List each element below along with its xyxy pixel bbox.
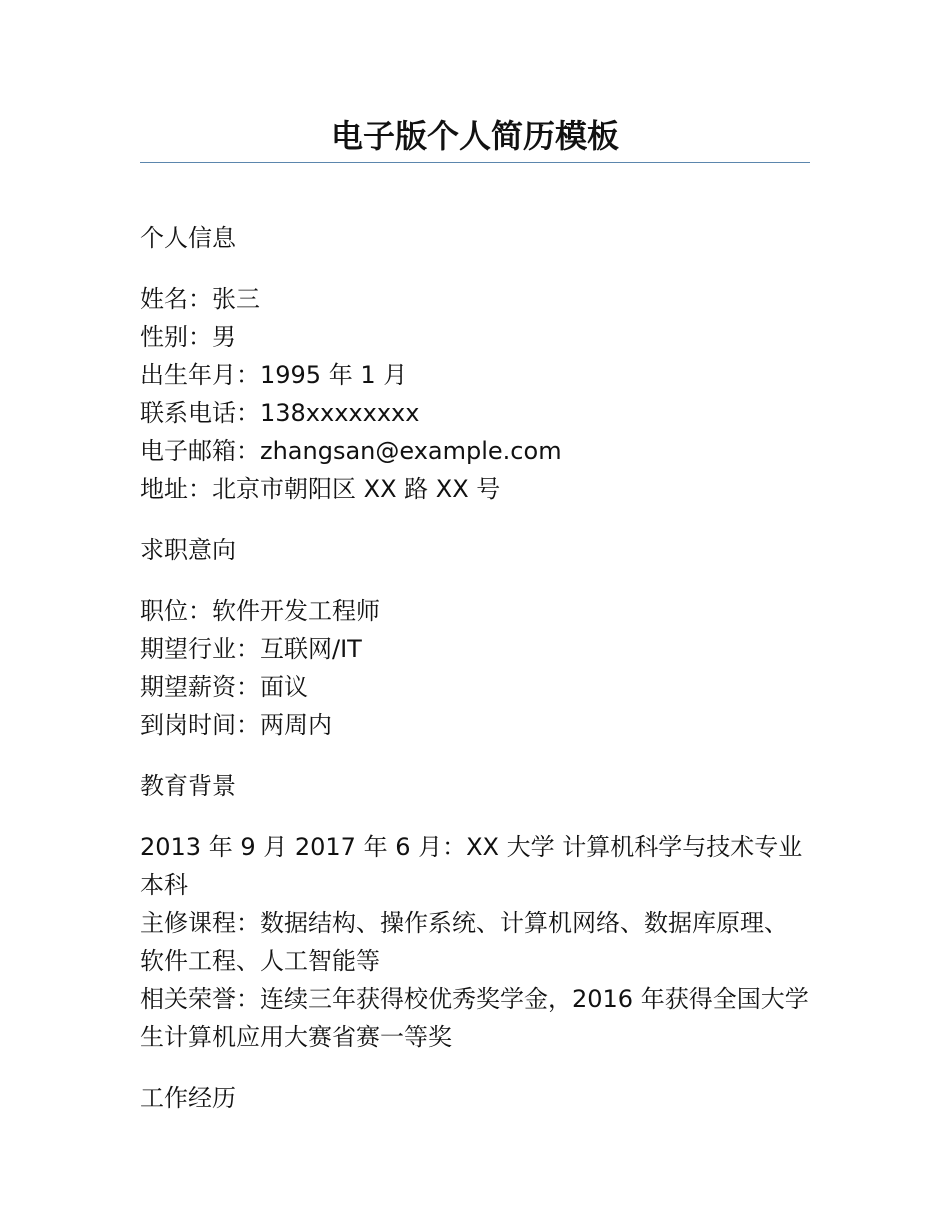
birth-date-line: 出生年月：1995 年 1 月 [140,361,408,389]
name-line: 姓名：张三 [140,285,260,313]
document-title: 电子版个人简历模板 [330,117,619,155]
industry-line: 期望行业：互联网/IT [140,635,362,663]
job-intent-block [140,592,810,744]
section-heading-education: 教育背景 [140,772,236,800]
document-content [140,219,810,1117]
section-heading-personal-info: 个人信息 [140,224,236,252]
education-courses-paragraph: 主修课程：数据结构、操作系统、计算机网络、数据库原理、软件工程、人工智能等 [140,909,788,975]
education-honors-paragraph: 相关荣誉：连续三年获得校优秀奖学金，2016 年获得全国大学生计算机应用大赛省赛一等奖 [140,985,809,1051]
position-line: 职位：软件开发工程师 [140,597,380,625]
address-line: 地址：北京市朝阳区 XX 路 XX 号 [140,475,501,503]
email-line: 电子邮箱：zhangsan@example.com [140,437,562,465]
salary-line: 期望薪资：面议 [140,673,308,701]
personal-info-block [140,280,810,508]
education-block [140,828,810,1056]
title-underline [140,162,810,163]
education-degree-paragraph: 2013 年 9 月 2017 年 6 月：XX 大学 计算机科学与技术专业本科 [140,833,803,899]
phone-line: 联系电话：138xxxxxxxx [140,399,420,427]
section-heading-job-intent: 求职意向 [140,536,236,564]
section-heading-work-experience: 工作经历 [140,1084,236,1112]
start-date-line: 到岗时间：两周内 [140,711,332,739]
gender-line: 性别：男 [140,323,236,351]
